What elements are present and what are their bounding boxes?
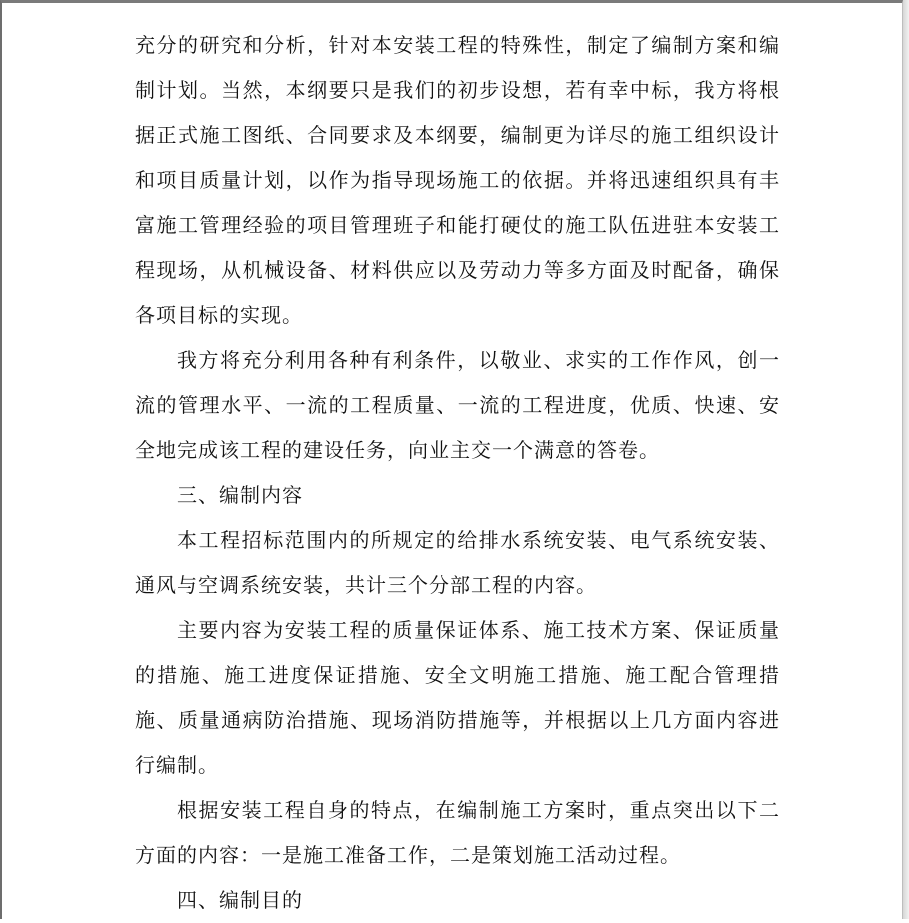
paragraph-commitment: 我方将充分利用各种有利条件，以敬业、求实的工作作风，创一流的管理水平、一流的工程质量、一流的工程进度，优质、快速、安全地完成该工程的建设任务，向业主交一个满意的答卷。 <box>135 348 780 462</box>
paragraph-main-content: 主要内容为安装工程的质量保证体系、施工技术方案、保证质量的措施、施工进度保证措施、安全文明施工措施、施工配合管理措施、质量通病防治措施、现场消防措施等，并根据以上几方面内容进行编制。 <box>135 618 780 777</box>
page-edge-shadow <box>903 0 909 919</box>
document-body <box>135 23 780 923</box>
section-heading-3: 三、编制内容 <box>177 483 303 507</box>
section-heading-4: 四、编制目的 <box>177 888 303 912</box>
paragraph-key-points: 根据安装工程自身的特点，在编制施工方案时，重点突出以下二方面的内容：一是施工准备工作，二是策划施工活动过程。 <box>135 798 780 867</box>
paragraph-scope: 本工程招标范围内的所规定的给排水系统安装、电气系统安装、通风与空调系统安装，共计三个分部工程的内容。 <box>135 528 780 597</box>
paragraph-intro-continuation: 充分的研究和分析，针对本安装工程的特殊性，制定了编制方案和编制计划。当然，本纲要只是我们的初步设想，若有幸中标，我方将根据正式施工图纸、合同要求及本纲要，编制更为详尽的施工组织设计和项目质量计划，以作为指导现场施工的依据。并将迅速组织具有丰富施工管理经验的项目管理班子和能打硬仗的施工队伍进驻本安装工程现场，从机械设备、材料供应以及劳动力等多方面及时配备，确保各项目标的实现。 <box>135 33 780 327</box>
